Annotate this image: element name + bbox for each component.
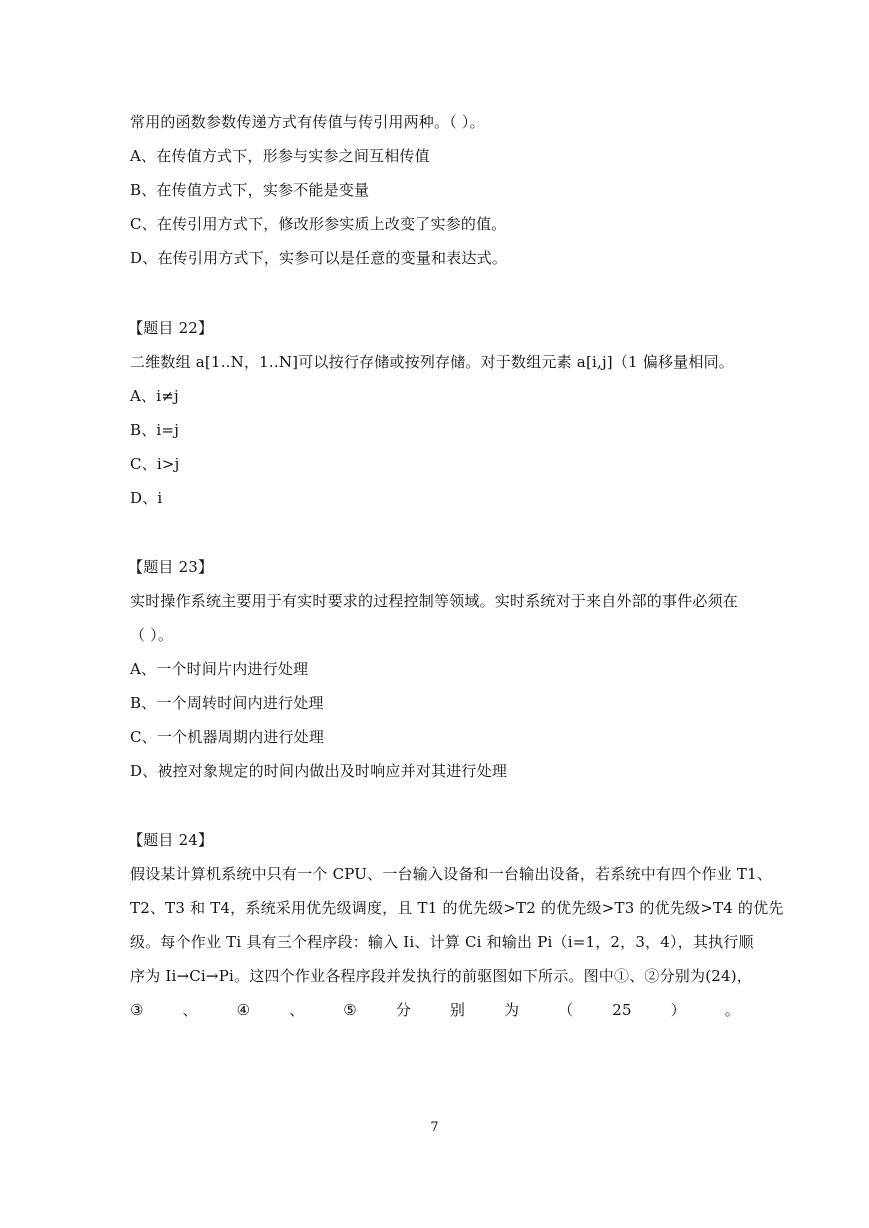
page-number: 7 xyxy=(430,1120,439,1135)
q21-stem: 常用的函数参数传递方式有传值与传引用两种。（ ）。 xyxy=(130,113,485,131)
q23-option-a: A、一个时间片内进行处理 xyxy=(130,660,309,678)
q22-option-c: C、i>j xyxy=(130,455,180,473)
q21-option-d: D、在传引用方式下，实参可以是任意的变量和表达式。 xyxy=(130,249,508,267)
q22-option-d: D、i xyxy=(130,489,163,507)
q23-option-d: D、被控对象规定的时间内做出及时响应并对其进行处理 xyxy=(130,762,508,780)
q24-token: ） xyxy=(670,1001,686,1019)
q23-stem-line1: 实时操作系统主要用于有实时要求的过程控制等领域。实时系统对于来自外部的事件必须在 xyxy=(130,592,739,610)
q24-token: 、 xyxy=(182,1001,198,1019)
q24-token: ⑤ xyxy=(343,1001,357,1019)
q24-token: 别 xyxy=(449,1001,466,1019)
q24-token: 25 xyxy=(612,1001,632,1019)
q21-option-a: A、在传值方式下，形参与实参之间互相传值 xyxy=(130,147,430,165)
q24-title: 【题目 24】 xyxy=(128,831,214,849)
q24-token: 、 xyxy=(289,1001,305,1019)
q23-option-b: B、一个周转时间内进行处理 xyxy=(130,694,324,712)
q24-token: ④ xyxy=(236,1001,251,1019)
q21-option-b: B、在传值方式下，实参不能是变量 xyxy=(130,181,370,199)
q22-option-b: B、i=j xyxy=(130,421,180,439)
q24-token: 为 xyxy=(504,1001,520,1019)
q24-stem-line4: 序为 Ii→Ci→Pi。这四个作业各程序段并发执行的前驱图如下所示。图中①、②分别为(24)， xyxy=(130,967,752,985)
q24-stem-line3: 级。每个作业 Ti 具有三个程序段：输入 Ii、计算 Ci 和输出 Pi（i=1，2，3，4），其执行顺 xyxy=(130,933,754,951)
q24-stem-line1: 假设某计算机系统中只有一个 CPU、一台输入设备和一台输出设备，若系统中有四个作业 T1、 xyxy=(130,865,773,883)
q24-token: 。 xyxy=(724,1001,740,1019)
q24-token: 分 xyxy=(395,1001,412,1019)
q24-token: ③ xyxy=(130,1001,144,1019)
q23-option-c: C、一个机器周期内进行处理 xyxy=(130,728,325,746)
q23-stem-line2: （ ）。 xyxy=(130,626,174,644)
q22-stem: 二维数组 a[1..N，1..N]可以按行存储或按列存储。对于数组元素 a[i,j]（1 偏移量相同。 xyxy=(130,353,734,371)
q22-title: 【题目 22】 xyxy=(128,319,214,337)
q23-title: 【题目 23】 xyxy=(128,558,214,576)
q22-option-a: A、i≠j xyxy=(130,387,179,405)
q24-token: （ xyxy=(558,1001,574,1019)
q21-option-c: C、在传引用方式下，修改形参实质上改变了实参的值。 xyxy=(130,215,507,233)
q24-stem-line2: T2、T3 和 T4，系统采用优先级调度，且 T1 的优先级>T2 的优先级>T3 的优先级>T4 的优先 xyxy=(130,899,784,917)
q24-stem-line5 xyxy=(130,1000,740,1020)
